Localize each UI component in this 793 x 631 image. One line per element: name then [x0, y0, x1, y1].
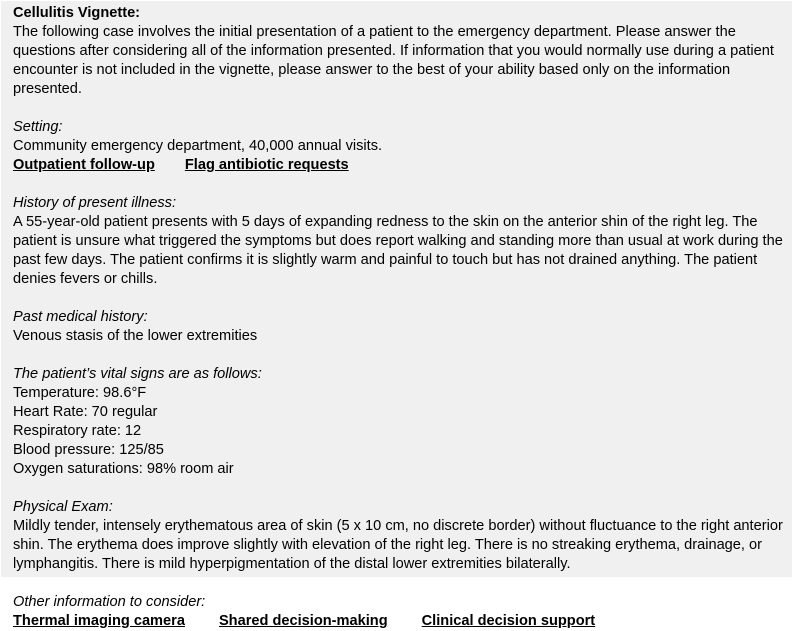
vital-blood-pressure: Blood pressure: 125/85 [13, 442, 164, 458]
spacer [13, 346, 786, 365]
pmh-heading: Past medical history: [13, 309, 148, 325]
setting-text: Community emergency department, 40,000 annual visits. [13, 138, 383, 154]
other-links [13, 612, 786, 631]
other-heading: Other information to consider: [13, 594, 206, 610]
vital-temperature: Temperature: 98.6°F [13, 385, 147, 401]
vital-heart-rate: Heart Rate: 70 regular [13, 404, 158, 420]
outpatient-follow-up-link[interactable]: Outpatient follow-up [13, 157, 155, 173]
clinical-decision-support-link[interactable]: Clinical decision support [421, 613, 596, 629]
shared-decision-making-link[interactable]: Shared decision-making [218, 613, 388, 629]
vital-oxygen-saturation: Oxygen saturations: 98% room air [13, 461, 234, 477]
spacer [13, 574, 786, 593]
spacer [13, 289, 786, 308]
vignette-title: Cellulitis Vignette: [13, 5, 141, 21]
pmh-text: Venous stasis of the lower extremities [13, 328, 258, 344]
hpi-heading: History of present illness: [13, 195, 177, 211]
spacer [13, 99, 786, 118]
exam-text: Mildly tender, intensely erythematous area of skin (5 x 10 cm, no discrete border) without fluctuance to the right anterior shin. The erythema does improve slightly with elevation of the right leg. There is no streaking erythema, drainage, or lymphangitis. There is mild hyperpigmentation of the distal lower extremities bilaterally. [13, 518, 783, 572]
exam-heading: Physical Exam: [13, 499, 113, 515]
spacer [13, 175, 786, 194]
vitals-heading: The patient’s vital signs are as follows: [13, 366, 262, 382]
setting-heading: Setting: [13, 119, 63, 135]
setting-links [13, 156, 786, 175]
vignette-document [1, 1, 792, 629]
flag-antibiotic-requests-link[interactable]: Flag antibiotic requests [184, 157, 349, 173]
intro-paragraph: The following case involves the initial presentation of a patient to the emergency department. Please answer the questions after considering all of the information presented. If information that you would normally use during a patient encounter is not included in the vignette, please answer to the best of your ability based only on the information presented. [13, 24, 774, 97]
thermal-imaging-camera-link[interactable]: Thermal imaging camera [13, 613, 185, 629]
hpi-text: A 55-year-old patient presents with 5 days of expanding redness to the skin on the anterior shin of the right leg. The patient is unsure what triggered the symptoms but does report walking and standing more than usual at work during the past few days. The patient confirms it is slightly warm and painful to touch but has not drained anything. The patient denies fevers or chills. [13, 214, 783, 287]
spacer [13, 479, 786, 498]
vital-respiratory-rate: Respiratory rate: 12 [13, 423, 142, 439]
